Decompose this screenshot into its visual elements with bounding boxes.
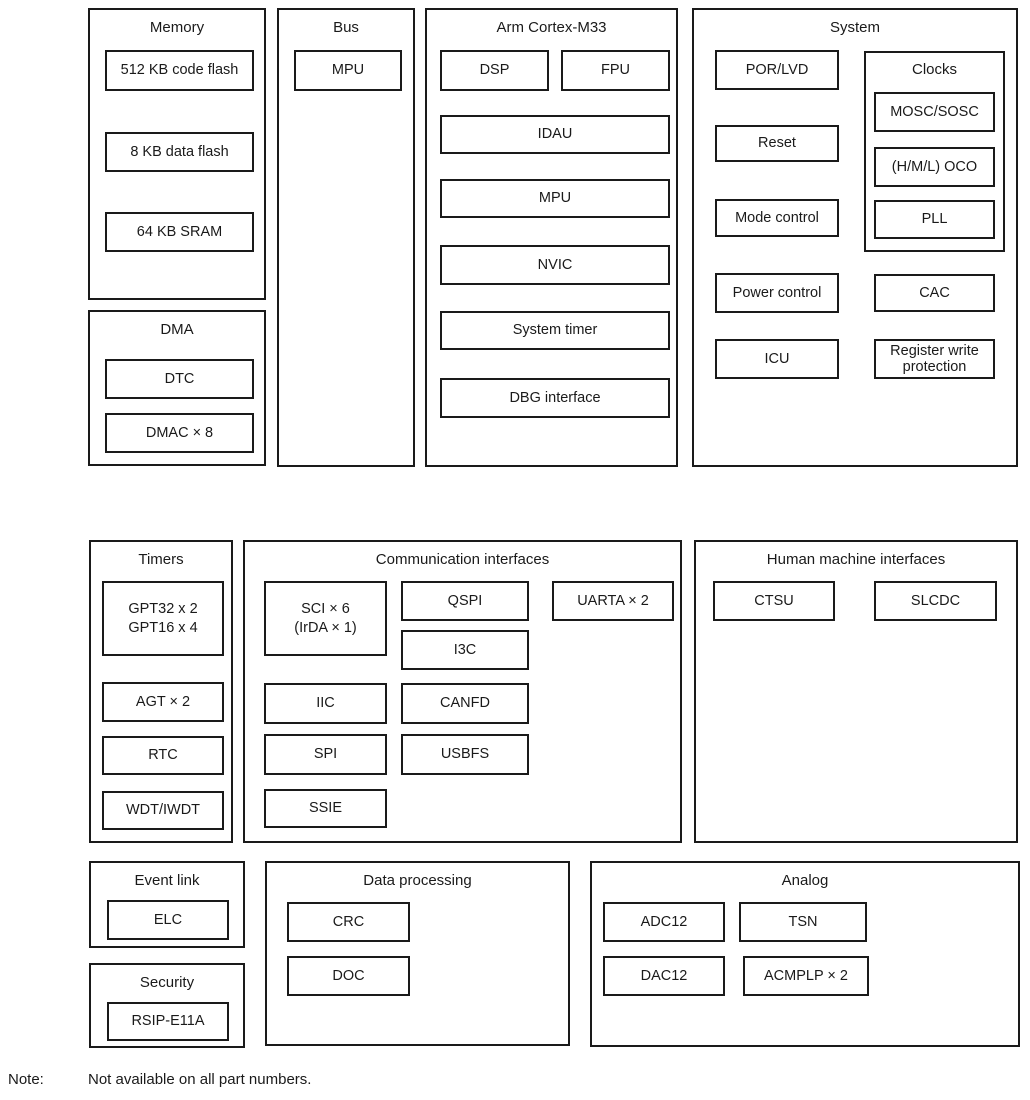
section-analog — [590, 861, 1020, 1047]
section-timers-title: Timers — [138, 551, 184, 568]
section-dma-title: DMA — [160, 321, 194, 338]
footnote — [8, 1071, 312, 1088]
block-nvic: NVIC — [440, 245, 670, 285]
section-system — [692, 8, 1018, 467]
section-event-link — [89, 861, 245, 948]
block-bus-mpu: MPU — [294, 50, 402, 91]
block-system-timer: System timer — [440, 311, 670, 350]
block-mode-control: Mode control — [715, 199, 839, 237]
block-mosc-sosc: MOSC/SOSC — [874, 92, 995, 132]
block-dac12: DAC12 — [603, 956, 725, 996]
block-register-write-protection: Register write protection — [874, 339, 995, 379]
section-data-processing — [265, 861, 570, 1046]
section-communication-interfaces-title: Communication interfaces — [375, 551, 550, 568]
block-gpt-line1: GPT32 x 2 — [128, 600, 198, 617]
section-event-link-title: Event link — [134, 872, 200, 889]
block-sci — [264, 581, 387, 656]
section-human-machine-interfaces-title: Human machine interfaces — [766, 551, 946, 568]
block-reset: Reset — [715, 125, 839, 162]
block-fpu: FPU — [561, 50, 670, 91]
section-bus — [277, 8, 415, 467]
block-sram: 64 KB SRAM — [105, 212, 254, 252]
block-wdt-iwdt: WDT/IWDT — [102, 791, 224, 830]
section-human-machine-interfaces — [694, 540, 1018, 843]
section-bus-title: Bus — [333, 19, 359, 36]
block-uarta: UARTA × 2 — [552, 581, 674, 621]
section-cortex-m33 — [425, 8, 678, 467]
section-security — [89, 963, 245, 1048]
block-sci-line2: (IrDA × 1) — [294, 619, 357, 636]
block-acmplp: ACMPLP × 2 — [743, 956, 869, 996]
block-elc: ELC — [107, 900, 229, 940]
section-analog-title: Analog — [781, 872, 829, 889]
block-adc12: ADC12 — [603, 902, 725, 942]
block-data-flash: 8 KB data flash — [105, 132, 254, 172]
section-dma — [88, 310, 266, 466]
block-slcdc: SLCDC — [874, 581, 997, 621]
section-memory-title: Memory — [149, 19, 205, 36]
section-clocks-title: Clocks — [911, 61, 957, 78]
block-por-lvd: POR/LVD — [715, 50, 839, 90]
block-code-flash: 512 KB code flash — [105, 50, 254, 91]
section-timers — [89, 540, 233, 843]
block-dtc: DTC — [105, 359, 254, 399]
section-system-title: System — [829, 19, 880, 36]
section-clocks — [864, 51, 1005, 252]
block-i3c: I3C — [401, 630, 529, 670]
block-power-control: Power control — [715, 273, 839, 313]
section-communication-interfaces — [243, 540, 682, 843]
block-qspi: QSPI — [401, 581, 529, 621]
block-ssie: SSIE — [264, 789, 387, 828]
block-dsp: DSP — [440, 50, 549, 91]
section-cortex-m33-title: Arm Cortex-M33 — [496, 19, 607, 36]
block-agt: AGT × 2 — [102, 682, 224, 722]
section-data-processing-title: Data processing — [363, 872, 472, 889]
block-dbg-interface: DBG interface — [440, 378, 670, 418]
footnote-label: Note: — [8, 1071, 44, 1088]
footnote-text: Not available on all part numbers. — [88, 1071, 312, 1088]
block-iic: IIC — [264, 683, 387, 724]
block-idau: IDAU — [440, 115, 670, 154]
block-ctsu: CTSU — [713, 581, 835, 621]
block-crc: CRC — [287, 902, 410, 942]
block-usbfs: USBFS — [401, 734, 529, 775]
block-gpt — [102, 581, 224, 656]
block-oco: (H/M/L) OCO — [874, 147, 995, 187]
block-rtc: RTC — [102, 736, 224, 775]
section-memory — [88, 8, 266, 300]
block-gpt-line2: GPT16 x 4 — [128, 619, 198, 636]
block-cac: CAC — [874, 274, 995, 312]
block-pll: PLL — [874, 200, 995, 239]
block-dmac: DMAC × 8 — [105, 413, 254, 453]
block-spi: SPI — [264, 734, 387, 775]
block-rsip-e11a: RSIP-E11A — [107, 1002, 229, 1041]
section-security-title: Security — [139, 974, 195, 991]
block-icu: ICU — [715, 339, 839, 379]
block-canfd: CANFD — [401, 683, 529, 724]
block-sci-line1: SCI × 6 — [301, 600, 350, 617]
block-doc: DOC — [287, 956, 410, 996]
block-cortex-mpu: MPU — [440, 179, 670, 218]
block-tsn: TSN — [739, 902, 867, 942]
